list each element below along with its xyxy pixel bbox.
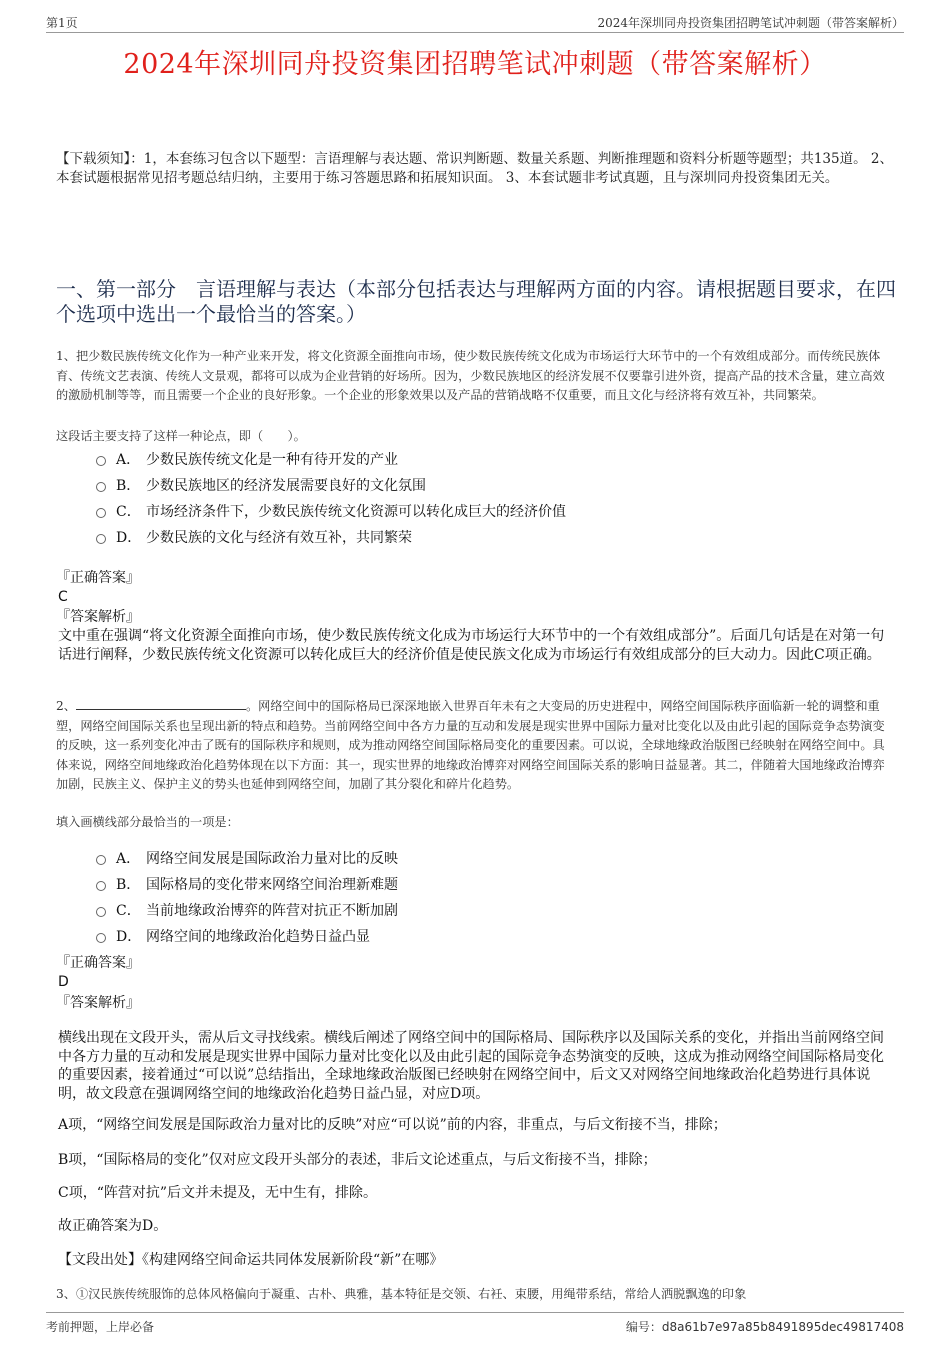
radio-icon[interactable] — [96, 881, 106, 891]
q2-source: 【文段出处】《构建网络空间命运共同体发展新阶段“新”在哪》 — [58, 1252, 444, 1268]
q2-analysis-p3: B项，“国际格局的变化”仅对应文段开头部分的表述，非后文论述重点，与后文衔接不当，排除； — [58, 1152, 657, 1168]
header-doc-title: 2024年深圳同舟投资集团招聘笔试冲刺题（带答案解析） — [597, 16, 904, 30]
q1-option-d[interactable]: D． 少数民族的文化与经济有效互补，共同繁荣 — [96, 524, 566, 550]
q1-answer: C — [58, 589, 68, 605]
page-footer — [46, 1312, 904, 1335]
q2-analysis-p4: C项，“阵营对抗”后文并未提及，无中生有，排除。 — [58, 1185, 378, 1201]
q1-analysis-label: 『答案解析』 — [56, 609, 140, 625]
q2-analysis-p1: 横线出现在文段开头，需从后文寻找线索。横线后阐述了网络空间中的国际格局、国际秩序以及国际关系的变化，并指出当前网络空间中各方力量的互动和发展是现实世界中国际力量对比变化以及由此引起的国际竞争态势演变的反映，这成为推动网络空间国际格局变化的重要因素，接着通过“可以说”总结指出，全球地缘政治版图已经映射在网络空间中，后文又对网络空间地缘政治化趋势进行具体说明，故文段意在强调网络空间的地缘政治化趋势日益凸显，对应D项。 — [58, 1030, 884, 1102]
q2-options — [96, 845, 398, 949]
q1-stem: 1、把少数民族传统文化作为一种产业来开发，将文化资源全面推向市场，使少数民族传统文化成为市场运行大环节中的一个有效组成部分。而传统民族体育、传统文艺表演、传统人文景观，都将可以成为企业营销的好场所。因为，少数民族地区的经济发展不仅要靠引进外资，提高产品的技术含量，建立高效的激励机制等等，而且需要一个企业的良好形象。一个企业的形象效果以及产品的营销战略不仅重要，而且文化与经济将有效互补，共同繁荣。 — [56, 349, 885, 402]
q1-question: 这段话主要支持了这样一种论点，即（ ）。 — [56, 429, 306, 443]
q1-answer-label: 『正确答案』 — [56, 570, 140, 586]
fill-blank — [76, 697, 246, 710]
q2-option-a[interactable]: A． 网络空间发展是国际政治力量对比的反映 — [96, 845, 398, 871]
q2-answer-label: 『正确答案』 — [56, 955, 140, 971]
q2-option-d[interactable]: D． 网络空间的地缘政治化趋势日益凸显 — [96, 923, 398, 949]
q2-stem: 2、 。网络空间中的国际格局已深深地嵌入世界百年未有之大变局的历史进程中，网络空间国际秩序面临新一轮的调整和重塑，网络空间国际关系也呈现出新的特点和趋势。当前网络空间中各方力量的互动和发展是现实世界中国际力量对比变化以及由此引起的国际竞争态势演变的反映，这一系列变化冲击了既有的国际秩序和规则，成为推动网络空间国际格局变化的重要因素。可以说，全球地缘政治版图已经映射在网络空间中。具体来说，网络空间地缘政治化趋势体现在以下方面：其一，现实世界的地缘政治博弈对网络空间国际关系的影响日益显著。其二，伴随着大国地缘政治博弈加剧，民族主义、保护主义的势头也延伸到网络空间，加剧了其分裂化和碎片化趋势。 — [56, 699, 885, 791]
footer-code: 编号：d8a61b7e97a85b8491895dec49817408 — [625, 1320, 904, 1334]
footer-slogan: 考前押题，上岸必备 — [46, 1320, 155, 1334]
download-notice: 【下载须知】：1，本套练习包含以下题型：言语理解与表达题、常识判断题、数量关系题、判断推理题和资料分析题等题型；共135道。 2、本套试题根据常见招考题总结归纳，主要用于练习答题思路和拓展知识面。 3、本套试题非考试真题，且与深圳同舟投资集团无关。 — [56, 151, 893, 186]
document-title: 2024年深圳同舟投资集团招聘笔试冲刺题（带答案解析） — [123, 49, 827, 80]
q1-option-c[interactable]: C． 市场经济条件下，少数民族传统文化资源可以转化成巨大的经济价值 — [96, 498, 566, 524]
q2-option-c[interactable]: C． 当前地缘政治博弈的阵营对抗正不断加剧 — [96, 897, 398, 923]
q3-stem: 3、①汉民族传统服饰的总体风格偏向于凝重、古朴、典雅，基本特征是交领、右衽、束腰，用绳带系结，常给人洒脱飘逸的印象 — [56, 1287, 747, 1301]
page-header — [46, 10, 904, 33]
q2-answer: D — [58, 974, 69, 990]
q2-analysis-label: 『答案解析』 — [56, 995, 140, 1011]
q1-option-a[interactable]: A． 少数民族传统文化是一种有待开发的产业 — [96, 446, 566, 472]
q1-options — [96, 446, 566, 550]
q2-analysis-p5: 故正确答案为D。 — [58, 1218, 168, 1234]
section-heading: 一、第一部分 言语理解与表达（本部分包括表达与理解两方面的内容。请根据题目要求，在四个选项中选出一个最恰当的答案。） — [56, 277, 896, 326]
q2-option-b[interactable]: B． 国际格局的变化带来网络空间治理新难题 — [96, 871, 398, 897]
page-number: 第1页 — [46, 16, 78, 30]
radio-icon[interactable] — [96, 534, 106, 544]
q2-question: 填入画横线部分最恰当的一项是： — [56, 815, 239, 829]
q2-analysis-p2: A项，“网络空间发展是国际政治力量对比的反映”对应“可以说”前的内容，非重点，与后文衔接不当，排除； — [58, 1117, 727, 1133]
q1-analysis: 文中重在强调“将文化资源全面推向市场，使少数民族传统文化成为市场运行大环节中的一个有效组成部分”。后面几句话是在对第一句话进行阐释，少数民族传统文化资源可以转化成巨大的经济价值是使民族文化成为市场运行有效组成部分的巨大动力。因此C项正确。 — [58, 628, 885, 663]
radio-icon[interactable] — [96, 855, 106, 865]
q1-option-b[interactable]: B． 少数民族地区的经济发展需要良好的文化氛围 — [96, 472, 566, 498]
radio-icon[interactable] — [96, 933, 106, 943]
radio-icon[interactable] — [96, 508, 106, 518]
radio-icon[interactable] — [96, 482, 106, 492]
radio-icon[interactable] — [96, 456, 106, 466]
radio-icon[interactable] — [96, 907, 106, 917]
